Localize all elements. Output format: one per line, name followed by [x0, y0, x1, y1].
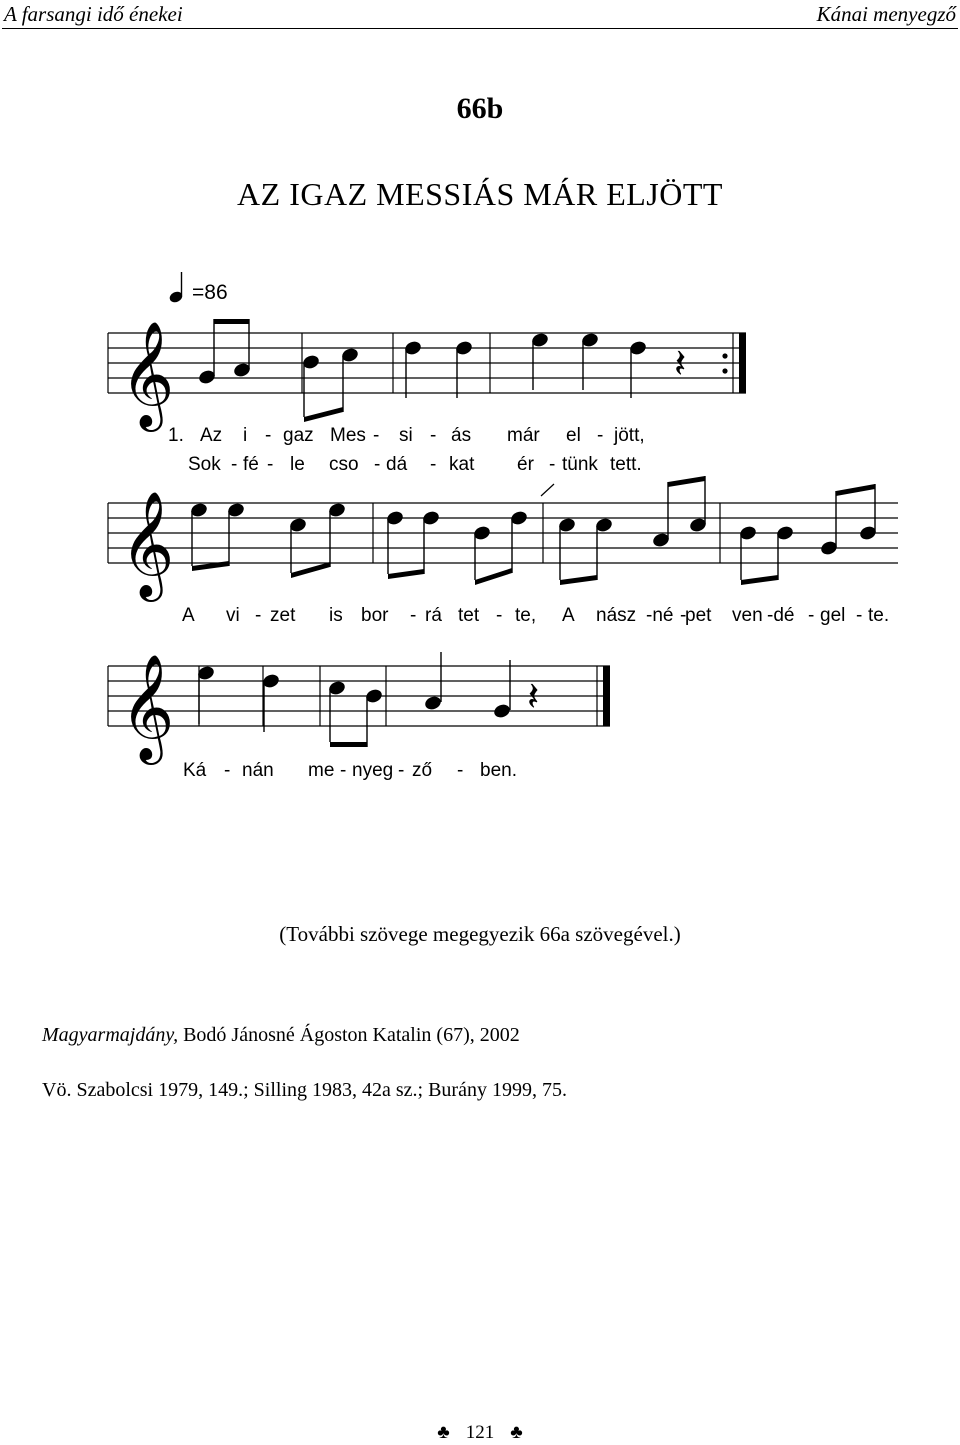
lyric-hyphen: -	[430, 454, 437, 475]
lyric-syllable: si	[399, 425, 413, 446]
text-note: (További szövege megegyezik 66a szövegével.)	[279, 922, 681, 946]
lyric-syllable: zet	[270, 605, 296, 626]
source-place: Magyarmajdány,	[42, 1024, 179, 1046]
note-beam	[388, 569, 424, 579]
page-number: 121	[465, 1422, 495, 1443]
note-head	[492, 702, 511, 719]
lyric-syllable: Sok	[188, 454, 221, 475]
repeat-dot	[722, 353, 727, 358]
references: Vö. Szabolcsi 1979, 149.; Silling 1983, 42a sz.; Burány 1999, 75.	[42, 1079, 567, 1101]
lyric-syllable: ben.	[480, 760, 517, 781]
tempo-value: =86	[192, 281, 228, 304]
lyric-syllable: gel	[820, 605, 846, 626]
lyric-hyphen: -	[808, 605, 815, 626]
lyric-syllable: rá	[425, 605, 442, 626]
quarter-rest-icon: 𝄽	[674, 341, 687, 387]
lyric-syllable: tünk	[562, 454, 598, 475]
lyric-hyphen: -	[856, 605, 863, 626]
breath-mark	[541, 484, 554, 496]
lyric-hyphen: -	[398, 760, 405, 781]
lyric-syllable: -dé	[767, 605, 795, 626]
note-beam	[330, 742, 367, 747]
note-head	[423, 694, 442, 711]
lyric-syllable: ér	[517, 454, 534, 475]
tempo-quarter-note-icon	[168, 272, 184, 304]
lyric-syllable: tet	[458, 605, 480, 626]
repeat-dot	[722, 368, 727, 373]
lyric-syllable: ző	[412, 760, 433, 781]
lyric-hyphen: -	[457, 760, 464, 781]
lyric-syllable: te,	[515, 605, 537, 626]
lyric-hyphen: -	[549, 454, 556, 475]
lyric-syllable: te.	[868, 605, 890, 626]
lyric-syllable: pet	[685, 605, 712, 626]
lyric-syllable: fé	[243, 454, 259, 475]
source-singer: Bodó Jánosné Ágoston Katalin (67), 2002	[178, 1024, 520, 1046]
footer-ornament-right-icon: ♣	[510, 1422, 523, 1443]
lyric-syllable: Ká	[183, 760, 207, 781]
lyric-syllable: kat	[449, 454, 475, 475]
note-beam	[560, 575, 597, 585]
header-book-title: A farsangi idő énekei	[4, 2, 183, 26]
lyric-hyphen: -	[373, 425, 380, 446]
lyric-hyphen: -	[597, 425, 604, 446]
final-thick-barline	[603, 666, 610, 726]
lyric-hyphen: -	[340, 760, 347, 781]
note-beam	[668, 476, 705, 487]
lyric-hyphen: -	[430, 425, 437, 446]
lyric-syllable: már	[507, 425, 540, 446]
final-thick-barline	[739, 333, 746, 393]
note-beam	[475, 568, 512, 585]
lyric-syllable: Az	[200, 425, 223, 446]
lyric-hyphen: -	[496, 605, 503, 626]
lyric-hyphen: -	[267, 454, 274, 475]
treble-clef-icon: 𝄞	[120, 320, 175, 427]
lyric-hyphen: -	[231, 454, 238, 475]
source-citation	[42, 1024, 520, 1047]
lyric-hyphen: -	[224, 760, 231, 781]
lyric-syllable: nán	[242, 760, 274, 781]
lyric-syllable: tett.	[610, 454, 642, 475]
lyric-syllable: jött,	[614, 425, 645, 446]
note-beam	[836, 484, 875, 496]
lyric-syllable: gaz	[283, 425, 314, 446]
lyric-syllable: vi	[226, 605, 240, 626]
lyric-syllable: me	[308, 760, 335, 781]
treble-clef-icon: 𝄞	[120, 653, 175, 760]
lyric-syllable: cso	[329, 454, 359, 475]
lyric-syllable: -né	[646, 605, 674, 626]
lyric-syllable: is	[329, 605, 343, 626]
page-footer	[0, 1422, 960, 1444]
lyric-syllable: bor	[361, 605, 389, 626]
lyric-syllable: ás	[451, 425, 472, 446]
quarter-rest-icon: 𝄽	[527, 674, 540, 720]
lyric-hyphen: -	[410, 605, 417, 626]
treble-clef-icon: 𝄞	[120, 490, 175, 597]
lyric-hyphen: -	[680, 605, 687, 626]
note-beam	[214, 319, 249, 324]
note-beam	[291, 562, 330, 578]
lyric-syllable: nyeg	[352, 760, 394, 781]
note-beam	[304, 407, 343, 422]
lyric-hyphen: -	[265, 425, 272, 446]
note-beam	[741, 575, 778, 585]
lyric-syllable: A	[182, 605, 195, 626]
lyric-syllable: ven	[732, 605, 763, 626]
song-title: AZ IGAZ MESSIÁS MÁR ELJÖTT	[237, 176, 723, 212]
lyric-syllable: nász	[596, 605, 637, 626]
lyric-syllable: 1.	[168, 425, 184, 446]
lyric-hyphen: -	[374, 454, 381, 475]
lyric-syllable: A	[562, 605, 575, 626]
lyric-hyphen: -	[255, 605, 262, 626]
header-song-title: Kánai menyegző	[816, 2, 956, 26]
footer-ornament-left-icon: ♣	[437, 1422, 450, 1443]
lyric-syllable: i	[243, 425, 248, 446]
lyric-syllable: Mes	[330, 425, 366, 446]
lyric-syllable: dá	[386, 454, 408, 475]
lyric-syllable: el	[566, 425, 581, 446]
lyric-syllable: le	[290, 454, 305, 475]
song-number: 66b	[456, 92, 504, 125]
